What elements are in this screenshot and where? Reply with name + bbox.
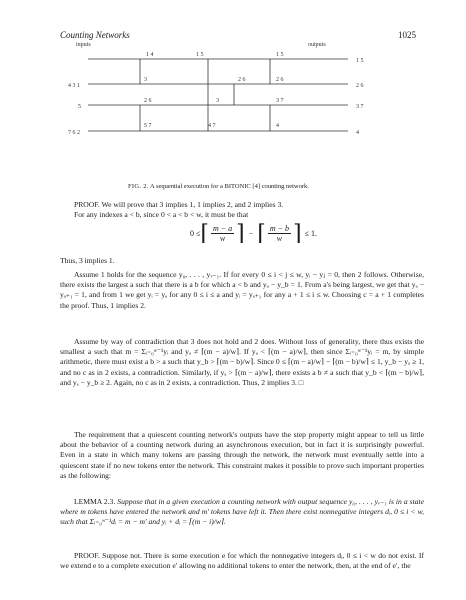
eq-num-1: m − a (212, 223, 233, 233)
proof-2-text: Suppose not. There is some execution e for which the nonnegative integers dᵢ, 0 ≤ i < w do not exist. If we extend e to a complete execution e′ allowing no additional tokens to enter the network, then, at the end of e′, the (60, 551, 424, 571)
input-token-wire-2: 4 3 1 (68, 83, 80, 89)
balancer-label-2: 1 5 (196, 52, 204, 58)
eq-frac-1 (211, 224, 234, 243)
network-diagram (58, 38, 418, 188)
lemma-label: LEMMA 2.3. (74, 497, 116, 506)
proof-1-opening (60, 200, 424, 210)
balancer-label-7: 2 6 (144, 98, 152, 104)
lemma-text: Suppose that in a given execution a counting network with output sequence y₀, . . . , yᵥ₋₁ is in a state where m tokens have entered the network and m′ tokens have left it. Then there exist nonnegative integers dᵢ, 0 ≤ i < w, such that Σᵢ₌₀ʷ⁻¹dᵢ = m − m′ and yᵢ + dᵢ = ⌈(m − i)/w⌉. (60, 497, 425, 527)
lemma-2-3 (60, 497, 424, 528)
balancer-label-6: 2 6 (276, 77, 284, 83)
output-token-wire-4: 4 (356, 130, 359, 136)
output-token-wire-3: 3 7 (356, 104, 364, 110)
ceil-close-2: ⌉ (293, 220, 302, 245)
caption-suffix: [4] counting network. (252, 183, 309, 190)
eq-left: 0 ≤ (190, 228, 201, 238)
output-token-wire-2: 2 6 (356, 83, 364, 89)
paragraph-assume-2: Assume by way of contradiction that 3 does not hold and 2 does. Without loss of generality, there thus exists the smallest a such that m = Σᵢ₌₀ʷ⁻¹yᵢ and yₐ ≠ ⌈(m − a)/w⌉. If yₐ < ⌈(m − a)/w⌉, then since Σᵢ₌₀ʷ⁻¹yᵢ = m, by simple arithmetic, there must exist a b > a such that y_b > ⌈(m − b)/w⌉. Since 0 ≤ ⌈(m − a)/w⌉ − ⌈(m − b)/w⌉ ≤ 1, y_b − yₐ ≥ 1, and no c as in 2 exists, a contradiction. Similarly, if yₐ > ⌈(m − a)/w⌉, there exists a b ≠ a such that y_b < ⌈(m − b)/w⌉, and yₐ − y_b ≥ 2. Again, no c as in 2 exists, a contradiction. Thus, 2 implies 3. □ (60, 337, 424, 387)
inputs-label: inputs (76, 42, 91, 48)
proof-2-lead: PROOF. (74, 551, 100, 560)
input-token-wire-4: 7 6 2 (68, 130, 80, 136)
figure-caption (128, 183, 309, 190)
balancer-label-5: 2 6 (238, 77, 246, 83)
ceil-open-1: ⌈ (200, 220, 209, 245)
balancer-label-9: 3 7 (276, 98, 284, 104)
eq-minus: − (248, 228, 254, 238)
eq-frac-2 (268, 224, 291, 243)
outputs-label: outputs (308, 42, 326, 48)
proof-1-text: We will prove that 3 implies 1, 1 implies 2, and 2 implies 3. (101, 200, 284, 209)
proof-2 (60, 551, 424, 571)
eq-den-1: w (219, 233, 226, 243)
balancer-label-4: 3 (144, 77, 147, 83)
paragraph-assume-1: Assume 1 holds for the sequence y₀, . . . , yᵥ₋₁. If for every 0 ≤ i < j ≤ w, yᵢ − yⱼ = 0, then 2 follows. Otherwise, there exists the largest a such that there is a b for which a < b and yₐ − y_b = 1. From a's being largest, we get that yₐ − yₐ₊₁ = 1, and from 1 we get yᵢ = yₐ for any 0 ≤ i ≤ a and yᵢ = yₐ₊₁ for any a + 1 ≤ i ≤ w. Choosing c = a + 1 completes the proof. Thus, 1 implies 2. (60, 270, 424, 310)
eq-right: ≤ 1. (304, 228, 318, 238)
output-token-wire-1: 1 5 (356, 58, 364, 64)
caption-network-name: BITONIC (224, 183, 251, 190)
balancer-label-11: 4 7 (208, 123, 216, 129)
balancer-label-8: 3 (216, 98, 219, 104)
caption-prefix: FIG. 2. (128, 183, 149, 190)
eq-den-2: w (276, 233, 283, 243)
running-head-title: Counting Networks (60, 30, 130, 40)
bitonic-network-figure (58, 38, 418, 188)
balancer-label-1: 1 4 (146, 52, 154, 58)
paragraph-requirement: The requirement that a quiescent counting network's outputs have the step property might appear to tell us little about the behavior of a counting network during an asynchronous execution, but in fact it is surprisingly powerful. Even in a state in which many tokens are passing through the network, the network must eventually settle into a quiescent state if no new tokens enter the network. This constraint makes it possible to prove such important properties as the following: (60, 430, 424, 480)
input-token-wire-3: 5 (78, 104, 81, 110)
display-equation (190, 222, 317, 244)
proof-1-line-2: For any indexes a < b, since 0 < a < b < w, it must be that (74, 210, 249, 219)
page-number: 1025 (398, 30, 416, 40)
ceil-open-2: ⌈ (257, 220, 266, 245)
proof-1-lead: PROOF. (74, 200, 100, 209)
balancer-label-12: 4 (276, 123, 279, 129)
caption-text: A sequential execution for a (149, 183, 223, 190)
eq-num-2: m − b (269, 223, 290, 233)
balancer-label-3: 1 5 (276, 52, 284, 58)
ceil-close-1: ⌉ (236, 220, 245, 245)
balancer-label-10: 5 7 (144, 123, 152, 129)
implies-3-1: Thus, 3 implies 1. (60, 256, 115, 265)
